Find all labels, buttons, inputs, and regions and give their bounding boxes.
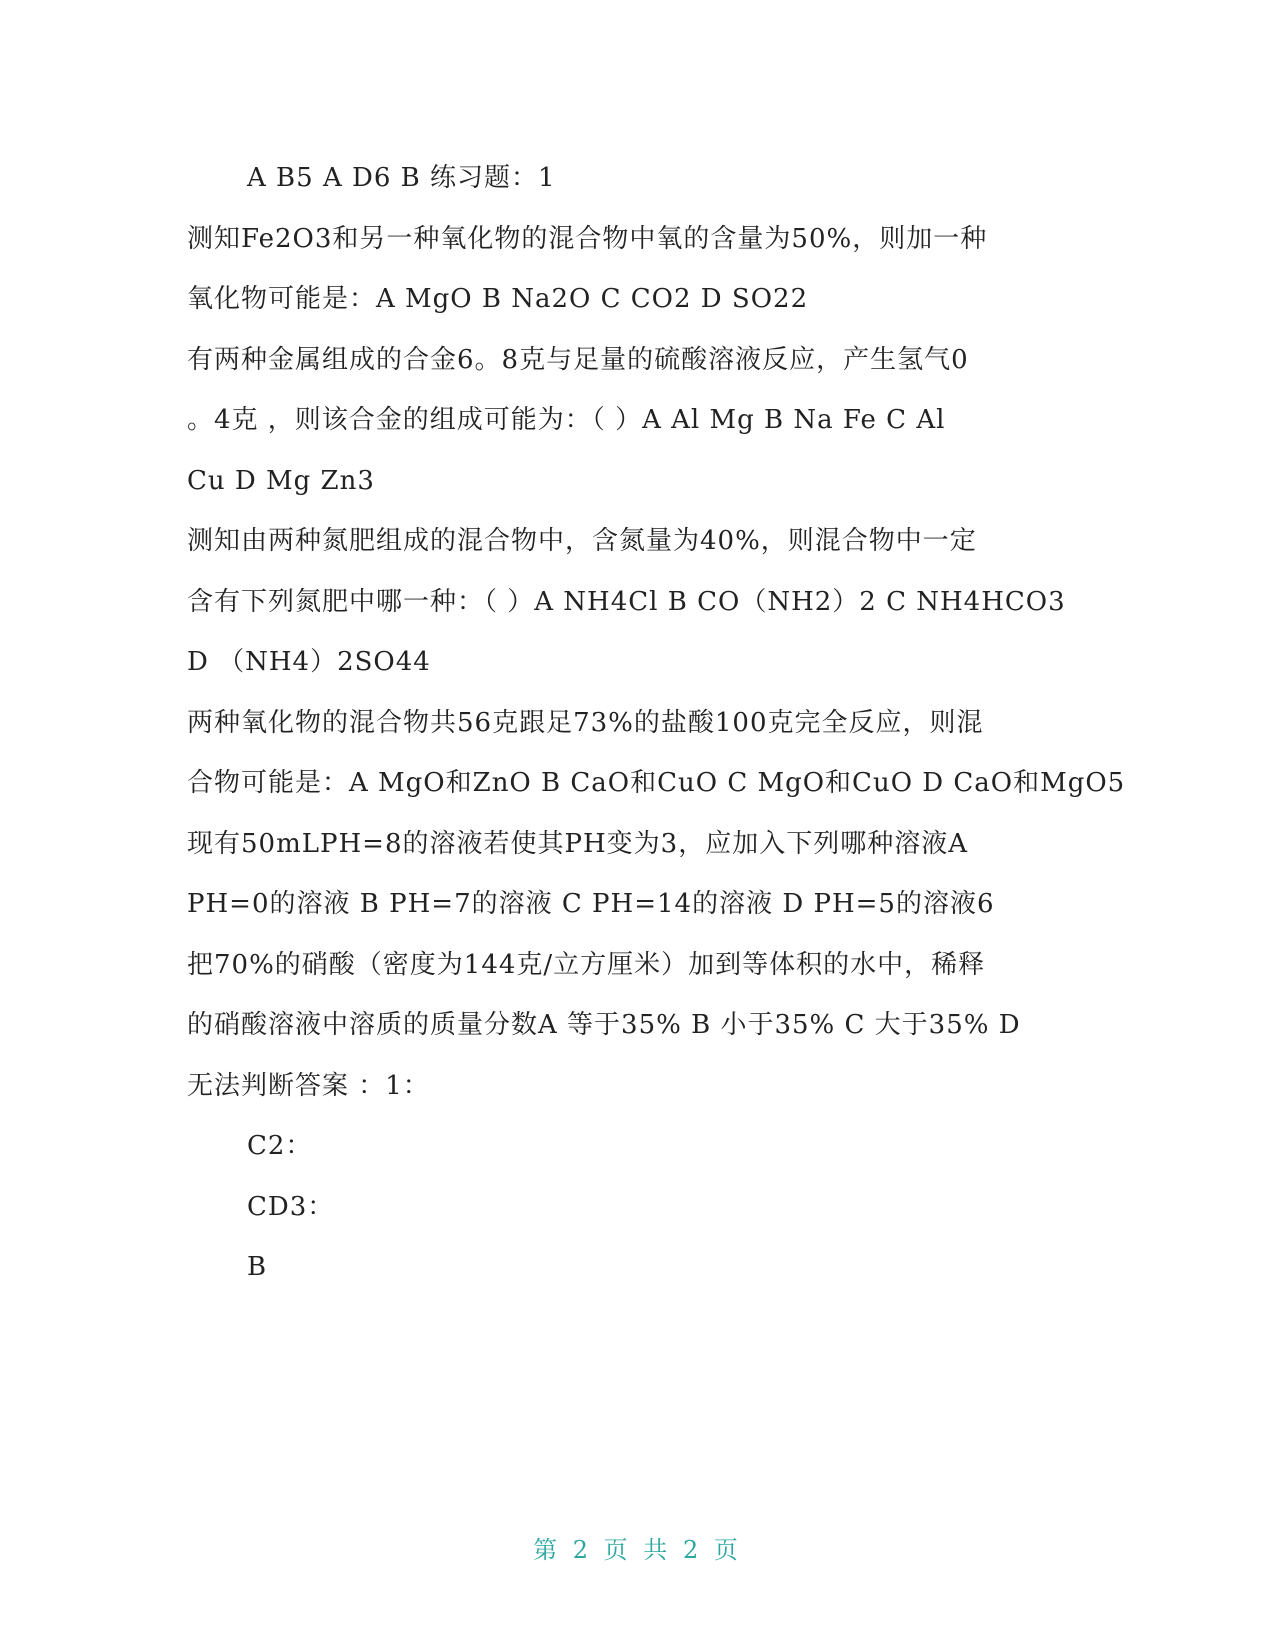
text-line-heading: A B5 A D6 B 练习题：1 [247, 163, 556, 193]
text-line: 的硝酸溶液中溶质的质量分数A 等于35% B 小于35% C 大于35% D [187, 1010, 1021, 1040]
page-number-footer: 第 2 页 共 2 页 [533, 1536, 742, 1564]
text-line: 把70%的硝酸（密度为144克/立方厘米）加到等体积的水中，稀释 [187, 949, 986, 980]
text-line: 有两种金属组成的合金6。8克与足量的硫酸溶液反应，产生氢气0 [187, 344, 969, 375]
text-line: 。4克 ，则该合金的组成可能为：（ ）A Al Mg B Na Fe C Al [187, 405, 946, 435]
answer-line: B [247, 1252, 268, 1282]
text-line: 现有50mLPH=8的溶液若使其PH变为3，应加入下列哪种溶液A [187, 828, 968, 859]
text-line: PH=0的溶液 B PH=7的溶液 C PH=14的溶液 D PH=5的溶液6 [187, 889, 995, 919]
answer-line: CD3： [247, 1191, 335, 1222]
text-line: 无法判断答案 ：1： [187, 1070, 430, 1101]
document-body [187, 148, 1126, 1298]
text-line: D （NH4）2SO44 [187, 647, 431, 677]
answer-line: C2： [247, 1131, 313, 1161]
text-line: 合物可能是：A MgO和ZnO B CaO和CuO C MgO和CuO D CaO和MgO5 [187, 768, 1126, 798]
text-line: 测知由两种氮肥组成的混合物中，含氮量为40%，则混合物中一定 [187, 526, 977, 556]
text-line: Cu D Mg Zn3 [187, 465, 375, 496]
text-line: 氧化物可能是：A MgO B Na2O C CO2 D SO22 [187, 284, 809, 314]
text-line: 两种氧化物的混合物共56克跟足73%的盐酸100克完全反应，则混 [187, 707, 984, 738]
text-line: 测知Fe2O3和另一种氧化物的混合物中氧的含量为50%，则加一种 [187, 223, 988, 254]
text-line: 含有下列氮肥中哪一种：（ ）A NH4Cl B CO（NH2）2 C NH4HCO3 [187, 586, 1066, 617]
